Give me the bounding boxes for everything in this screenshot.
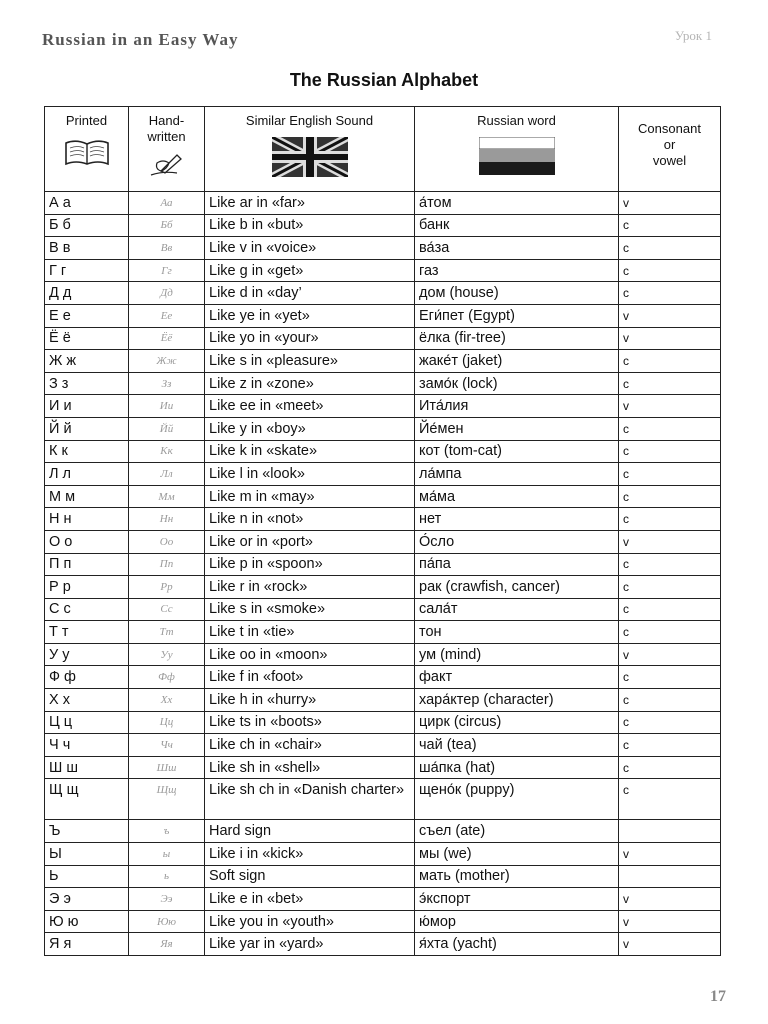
table-row xyxy=(45,621,721,644)
table-row xyxy=(45,779,721,820)
handwritten-letter: Нн xyxy=(129,508,205,531)
table-row xyxy=(45,553,721,576)
consonant-vowel-mark: v xyxy=(619,530,721,553)
handwritten-letter: Уу xyxy=(129,643,205,666)
consonant-vowel-mark: c xyxy=(619,621,721,644)
russian-word: кот (tom-cat) xyxy=(415,440,619,463)
handwritten-letter: ъ xyxy=(129,820,205,843)
handwritten-letter: Хх xyxy=(129,689,205,712)
english-sound: Soft sign xyxy=(205,865,415,888)
english-sound: Like b in «but» xyxy=(205,214,415,237)
russian-word: ю́мор xyxy=(415,910,619,933)
printed-letter: Ь xyxy=(45,865,129,888)
table-row xyxy=(45,820,721,843)
consonant-vowel-mark: v xyxy=(619,643,721,666)
lesson-mark: Урок 1 xyxy=(674,28,712,43)
handwritten-letter: Шш xyxy=(129,756,205,779)
russian-word: па́па xyxy=(415,553,619,576)
russian-word: мы (we) xyxy=(415,843,619,866)
consonant-vowel-mark: c xyxy=(619,553,721,576)
table-row xyxy=(45,463,721,486)
printed-letter: Щ щ xyxy=(45,779,129,820)
header-type xyxy=(619,107,721,192)
russian-word: ёлка (fir-tree) xyxy=(415,327,619,350)
handwritten-letter: Щщ xyxy=(129,779,205,820)
printed-letter: Х х xyxy=(45,689,129,712)
printed-letter: Ё ё xyxy=(45,327,129,350)
consonant-vowel-mark: v xyxy=(619,888,721,911)
russian-word: ла́мпа xyxy=(415,463,619,486)
english-sound: Like or in «port» xyxy=(205,530,415,553)
printed-letter: З з xyxy=(45,372,129,395)
table-row xyxy=(45,350,721,373)
table-row xyxy=(45,417,721,440)
handwritten-letter: Ии xyxy=(129,395,205,418)
english-sound: Hard sign xyxy=(205,820,415,843)
printed-letter: Э э xyxy=(45,888,129,911)
printed-letter: С с xyxy=(45,598,129,621)
consonant-vowel-mark: v xyxy=(619,933,721,956)
printed-letter: Й й xyxy=(45,417,129,440)
header-word-label: Russian word xyxy=(477,113,556,128)
table-row xyxy=(45,643,721,666)
printed-letter: К к xyxy=(45,440,129,463)
printed-letter: Ю ю xyxy=(45,910,129,933)
english-sound: Like f in «foot» xyxy=(205,666,415,689)
table-row xyxy=(45,372,721,395)
handwritten-letter: Мм xyxy=(129,485,205,508)
consonant-vowel-mark: v xyxy=(619,192,721,215)
printed-letter: Я я xyxy=(45,933,129,956)
printed-letter: Л л xyxy=(45,463,129,486)
english-sound: Like ch in «chair» xyxy=(205,734,415,757)
table-row xyxy=(45,666,721,689)
consonant-vowel-mark: c xyxy=(619,598,721,621)
russian-word: нет xyxy=(415,508,619,531)
english-sound: Like g in «get» xyxy=(205,259,415,282)
handwritten-letter: Лл xyxy=(129,463,205,486)
handwritten-letter: Сс xyxy=(129,598,205,621)
english-sound: Like yo in «your» xyxy=(205,327,415,350)
printed-letter: Д д xyxy=(45,282,129,305)
english-sound: Like oo in «moon» xyxy=(205,643,415,666)
russian-word: рак (crawfish, cancer) xyxy=(415,576,619,599)
table-row xyxy=(45,598,721,621)
table-row xyxy=(45,192,721,215)
russian-word: э́кспорт xyxy=(415,888,619,911)
consonant-vowel-mark: c xyxy=(619,666,721,689)
consonant-vowel-mark: c xyxy=(619,756,721,779)
consonant-vowel-mark: c xyxy=(619,282,721,305)
handwritten-letter: Пп xyxy=(129,553,205,576)
printed-letter: Ъ xyxy=(45,820,129,843)
header-type-label: Consonant or vowel xyxy=(638,121,701,168)
russian-word: жаке́т (jaket) xyxy=(415,350,619,373)
russian-word: О́сло xyxy=(415,530,619,553)
table-row xyxy=(45,237,721,260)
consonant-vowel-mark: c xyxy=(619,689,721,712)
running-head: Russian in an Easy Way xyxy=(42,30,239,49)
printed-letter: У у xyxy=(45,643,129,666)
handwritten-letter: Фф xyxy=(129,666,205,689)
consonant-vowel-mark xyxy=(619,865,721,888)
consonant-vowel-mark: c xyxy=(619,576,721,599)
table-row xyxy=(45,576,721,599)
printed-letter: Е е xyxy=(45,304,129,327)
english-sound: Like s in «smoke» xyxy=(205,598,415,621)
consonant-vowel-mark: c xyxy=(619,463,721,486)
consonant-vowel-mark: c xyxy=(619,259,721,282)
table-row xyxy=(45,843,721,866)
table-row xyxy=(45,304,721,327)
russian-word: щено́к (puppy) xyxy=(415,779,619,820)
russian-word: хара́ктер (character) xyxy=(415,689,619,712)
printed-letter: Т т xyxy=(45,621,129,644)
printed-letter: Б б xyxy=(45,214,129,237)
russian-word: Еги́пет (Egypt) xyxy=(415,304,619,327)
russian-word: ум (mind) xyxy=(415,643,619,666)
consonant-vowel-mark: c xyxy=(619,237,721,260)
russian-word: ша́пка (hat) xyxy=(415,756,619,779)
table-row xyxy=(45,327,721,350)
printed-letter: А а xyxy=(45,192,129,215)
english-sound: Like ts in «boots» xyxy=(205,711,415,734)
printed-letter: Н н xyxy=(45,508,129,531)
russian-word: газ xyxy=(415,259,619,282)
english-sound: Like ye in «yet» xyxy=(205,304,415,327)
table-row xyxy=(45,888,721,911)
handwritten-letter: Оо xyxy=(129,530,205,553)
printed-letter: Ы xyxy=(45,843,129,866)
russian-flag xyxy=(479,137,555,175)
printed-letter: Ж ж xyxy=(45,350,129,373)
consonant-vowel-mark: c xyxy=(619,508,721,531)
english-sound: Like d in «day’ xyxy=(205,282,415,305)
russian-word: дом (house) xyxy=(415,282,619,305)
english-sound: Like r in «rock» xyxy=(205,576,415,599)
printed-letter: Ч ч xyxy=(45,734,129,757)
consonant-vowel-mark: c xyxy=(619,734,721,757)
consonant-vowel-mark: c xyxy=(619,350,721,373)
handwritten-letter: Ёё xyxy=(129,327,205,350)
english-sound: Like ee in «meet» xyxy=(205,395,415,418)
printed-letter: Ф ф xyxy=(45,666,129,689)
alphabet-table xyxy=(44,106,721,956)
russian-word: съел (ate) xyxy=(415,820,619,843)
english-sound: Like v in «voice» xyxy=(205,237,415,260)
header-printed-label: Printed xyxy=(65,113,108,128)
union-jack-flag xyxy=(272,137,348,177)
english-sound: Like s in «pleasure» xyxy=(205,350,415,373)
printed-letter: П п xyxy=(45,553,129,576)
russian-word: я́хта (yacht) xyxy=(415,933,619,956)
table-row xyxy=(45,711,721,734)
handwritten-letter: Яя xyxy=(129,933,205,956)
russian-word: Йе́мен xyxy=(415,417,619,440)
handwritten-letter: ь xyxy=(129,865,205,888)
english-sound: Like z in «zone» xyxy=(205,372,415,395)
header-handwritten xyxy=(129,107,205,192)
printed-letter: В в xyxy=(45,237,129,260)
handwritten-letter: Ее xyxy=(129,304,205,327)
open-book-icon xyxy=(64,137,110,167)
consonant-vowel-mark: v xyxy=(619,910,721,933)
russian-word: банк xyxy=(415,214,619,237)
page-title: The Russian Alphabet xyxy=(289,70,479,90)
handwritten-letter: Дд xyxy=(129,282,205,305)
consonant-vowel-mark: v xyxy=(619,304,721,327)
table-row xyxy=(45,530,721,553)
consonant-vowel-mark: c xyxy=(619,417,721,440)
russian-word: замо́к (lock) xyxy=(415,372,619,395)
english-sound: Like m in «may» xyxy=(205,485,415,508)
handwritten-letter: Чч xyxy=(129,734,205,757)
table-row xyxy=(45,933,721,956)
handwritten-letter: Зз xyxy=(129,372,205,395)
english-sound: Like ar in «far» xyxy=(205,192,415,215)
handwritten-letter: Тт xyxy=(129,621,205,644)
handwritten-letter: ы xyxy=(129,843,205,866)
printed-letter: И и xyxy=(45,395,129,418)
header-sound xyxy=(205,107,415,192)
handwritten-letter: Рр xyxy=(129,576,205,599)
handwritten-letter: Кк xyxy=(129,440,205,463)
consonant-vowel-mark: c xyxy=(619,440,721,463)
consonant-vowel-mark: c xyxy=(619,779,721,820)
russian-word: Ита́лия xyxy=(415,395,619,418)
table-row xyxy=(45,689,721,712)
consonant-vowel-mark: v xyxy=(619,395,721,418)
handwritten-letter: Бб xyxy=(129,214,205,237)
printed-letter: Ш ш xyxy=(45,756,129,779)
printed-letter: Г г xyxy=(45,259,129,282)
table-header-row xyxy=(45,107,721,192)
header-sound-label: Similar English Sound xyxy=(245,113,374,128)
consonant-vowel-mark xyxy=(619,820,721,843)
consonant-vowel-mark: c xyxy=(619,711,721,734)
header-handwritten-label: Hand- written xyxy=(147,113,186,144)
consonant-vowel-mark: c xyxy=(619,372,721,395)
table-row xyxy=(45,910,721,933)
consonant-vowel-mark: v xyxy=(619,327,721,350)
handwritten-letter: Йй xyxy=(129,417,205,440)
consonant-vowel-mark: v xyxy=(619,843,721,866)
russian-word: тон xyxy=(415,621,619,644)
russian-word: ва́за xyxy=(415,237,619,260)
english-sound: Like you in «youth» xyxy=(205,910,415,933)
table-row xyxy=(45,395,721,418)
english-sound: Like p in «spoon» xyxy=(205,553,415,576)
english-sound: Like sh ch in «Danish charter» xyxy=(205,779,415,820)
russian-word: чай (tea) xyxy=(415,734,619,757)
table-row xyxy=(45,734,721,757)
handwritten-letter: Юю xyxy=(129,910,205,933)
russian-word: цирк (circus) xyxy=(415,711,619,734)
handwritten-letter: Цц xyxy=(129,711,205,734)
russian-word: сала́т xyxy=(415,598,619,621)
handwritten-letter: Вв xyxy=(129,237,205,260)
russian-word: а́том xyxy=(415,192,619,215)
table-row xyxy=(45,485,721,508)
printed-letter: Ц ц xyxy=(45,711,129,734)
english-sound: Like n in «not» xyxy=(205,508,415,531)
english-sound: Like t in «tie» xyxy=(205,621,415,644)
writing-hand-icon xyxy=(147,151,187,179)
handwritten-letter: Ээ xyxy=(129,888,205,911)
table-row xyxy=(45,440,721,463)
table-row xyxy=(45,282,721,305)
table-row xyxy=(45,214,721,237)
consonant-vowel-mark: c xyxy=(619,214,721,237)
table-row xyxy=(45,865,721,888)
handwritten-letter: Гг xyxy=(129,259,205,282)
russian-word: мать (mother) xyxy=(415,865,619,888)
printed-letter: Р р xyxy=(45,576,129,599)
english-sound: Like i in «kick» xyxy=(205,843,415,866)
russian-word: факт xyxy=(415,666,619,689)
header-word xyxy=(415,107,619,192)
russian-word: ма́ма xyxy=(415,485,619,508)
header-printed xyxy=(45,107,129,192)
english-sound: Like sh in «shell» xyxy=(205,756,415,779)
page-number: 17 xyxy=(710,988,726,1005)
table-row xyxy=(45,259,721,282)
consonant-vowel-mark: c xyxy=(619,485,721,508)
table-row xyxy=(45,508,721,531)
table-row xyxy=(45,756,721,779)
handwritten-letter: Жж xyxy=(129,350,205,373)
english-sound: Like y in «boy» xyxy=(205,417,415,440)
english-sound: Like h in «hurry» xyxy=(205,689,415,712)
english-sound: Like l in «look» xyxy=(205,463,415,486)
english-sound: Like e in «bet» xyxy=(205,888,415,911)
english-sound: Like k in «skate» xyxy=(205,440,415,463)
printed-letter: О о xyxy=(45,530,129,553)
english-sound: Like yar in «yard» xyxy=(205,933,415,956)
handwritten-letter: Аа xyxy=(129,192,205,215)
printed-letter: М м xyxy=(45,485,129,508)
